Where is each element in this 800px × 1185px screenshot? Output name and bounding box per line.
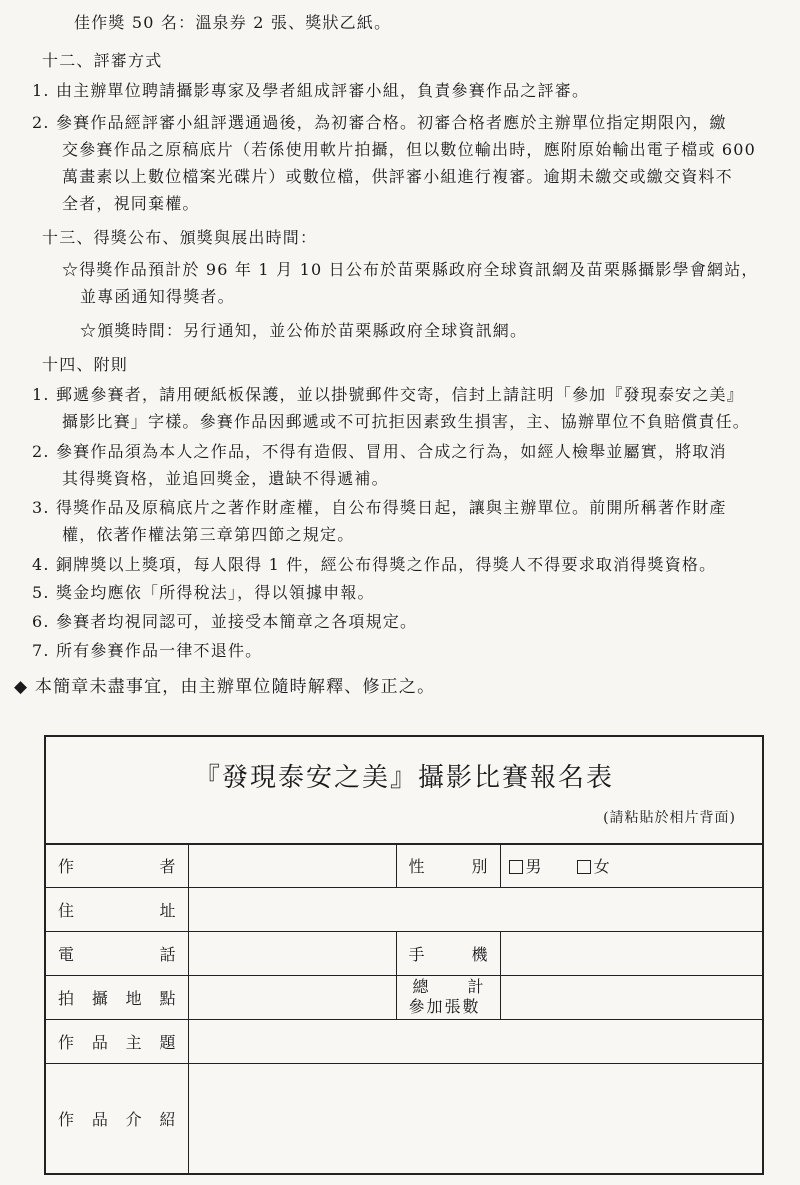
location-label: 拍 攝 地 點 <box>46 975 188 1019</box>
section-14-title: 十四、附則 <box>42 355 129 374</box>
sec14-item-4: 4. 銅牌獎以上獎項，每人限得 1 件，經公布得獎之作品，得獎人不得要求取消得獎資格。 <box>32 555 717 574</box>
address-label: 住 址 <box>46 887 188 931</box>
form-title: 『發現泰安之美』攝影比賽報名表 <box>193 763 614 793</box>
total-count-field[interactable] <box>500 975 762 1019</box>
location-field[interactable] <box>188 975 396 1019</box>
sec14-item-6: 6. 參賽者均視同認可，並接受本簡章之各項規定。 <box>32 612 418 631</box>
phone-label: 電 話 <box>46 931 188 975</box>
final-note: ◆ 本簡章未盡事宜，由主辦單位隨時解釋、修正之。 <box>14 677 436 697</box>
form-note: (請粘貼於相片背面) <box>603 810 736 826</box>
sec14-item-3-cont: 權，依著作權法第三章第四節之規定。 <box>62 525 355 544</box>
gender-label: 性 別 <box>396 844 500 887</box>
registration-form <box>44 735 764 1175</box>
sec14-item-1: 1. 郵遞參賽者，請用硬紙板保護，並以掛號郵件交寄，信封上請註明「參加『發現泰安之美』 <box>32 385 744 404</box>
sec12-item-2-cont: 全者，視同棄權。 <box>62 194 200 213</box>
sec12-item-2-cont: 萬畫素以上數位檔案光碟片）或數位檔，供評審小組進行複審。逾期未繳交或繳交資料不 <box>62 167 733 186</box>
sec14-item-7: 7. 所有參賽作品一律不退件。 <box>32 641 263 660</box>
subject-label: 作 品 主 題 <box>46 1019 188 1063</box>
registration-table <box>46 843 762 1173</box>
subject-field[interactable] <box>188 1019 762 1063</box>
sec14-item-3: 3. 得獎作品及原稿底片之著作財產權，自公布得獎日起，讓與主辦單位。前開所稱著作財產 <box>32 498 727 517</box>
sec13-item-2: ☆頒獎時間：另行通知，並公佈於苗栗縣政府全球資訊網。 <box>80 321 528 340</box>
prize-line: 佳作獎 50 名：溫泉券 2 張、獎狀乙紙。 <box>74 13 392 32</box>
sec14-item-5: 5. 獎金均應依「所得稅法」，得以領據申報。 <box>32 583 375 602</box>
section-12-title: 十二、評審方式 <box>42 51 163 70</box>
sec14-item-1-cont: 攝影比賽」字樣。參賽作品因郵遞或不可抗拒因素致生損害，主、協辦單位不負賠償責任。 <box>62 412 751 431</box>
sec12-item-2: 2. 參賽作品經評審小組評選通過後，為初審合格。初審合格者應於主辦單位指定期限內，繳 <box>32 113 727 132</box>
author-label: 作 者 <box>46 844 188 887</box>
total-count-label: 總 計 參加張數 <box>396 975 500 1019</box>
author-field[interactable] <box>188 844 396 887</box>
intro-field[interactable] <box>188 1063 762 1173</box>
section-13-title: 十三、得獎公布、頒獎與展出時間： <box>42 228 318 247</box>
sec13-item-1: ☆得獎作品預計於 96 年 1 月 10 日公布於苗栗縣政府全球資訊網及苗栗縣攝影學會網站， <box>62 260 759 279</box>
male-label: 男 <box>525 857 542 877</box>
sec12-item-1: 1. 由主辦單位聘請攝影專家及學者組成評審小組，負責參賽作品之評審。 <box>32 81 590 100</box>
mobile-label: 手 機 <box>396 931 500 975</box>
intro-label: 作 品 介 紹 <box>46 1063 188 1173</box>
male-checkbox[interactable] <box>509 860 523 874</box>
address-field[interactable] <box>188 887 762 931</box>
gender-field <box>500 844 762 887</box>
female-label: 女 <box>593 857 610 877</box>
sec13-item-1-cont: 並專函通知得獎者。 <box>80 287 235 306</box>
sec12-item-2-cont: 交參賽作品之原稿底片（若係使用軟片拍攝，但以數位輸出時，應附原始輸出電子檔或 600 <box>62 140 757 159</box>
sec14-item-2-cont: 其得獎資格，並追回獎金，遺缺不得遞補。 <box>62 469 389 488</box>
phone-field[interactable] <box>188 931 396 975</box>
mobile-field[interactable] <box>500 931 762 975</box>
sec14-item-2: 2. 參賽作品須為本人之作品，不得有造假、冒用、合成之行為，如經人檢舉並屬實，將取消 <box>32 442 727 461</box>
female-checkbox[interactable] <box>577 860 591 874</box>
